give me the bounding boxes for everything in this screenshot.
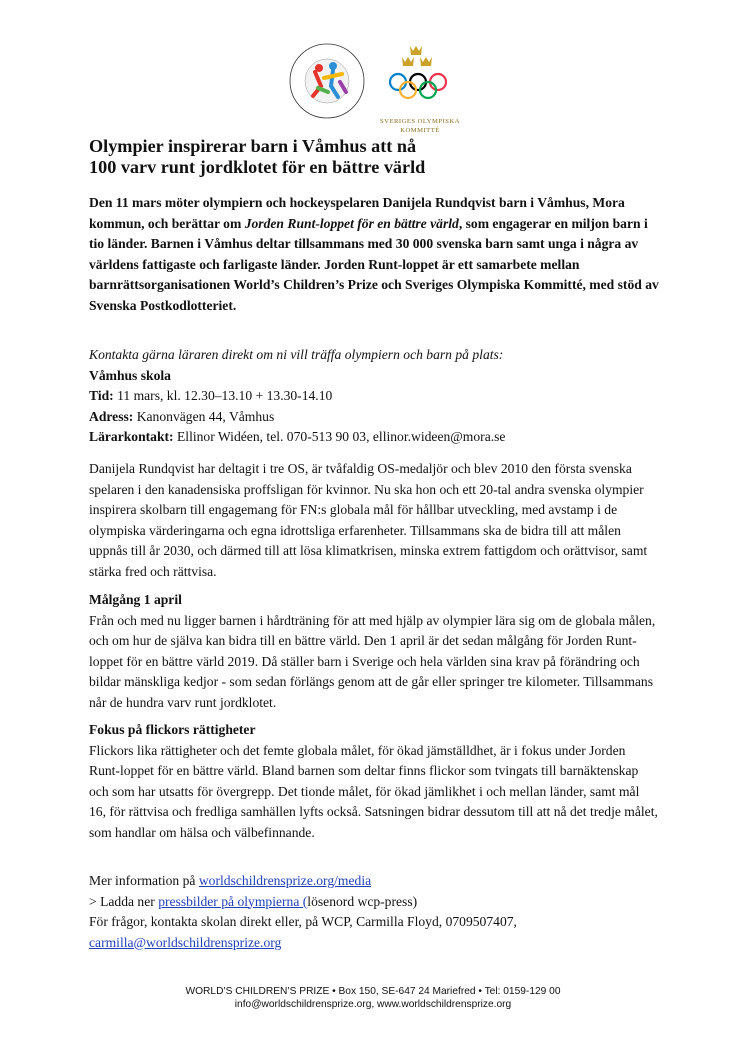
contact-block bbox=[89, 345, 659, 448]
lead-text-2: , som engagerar en miljon barn i tio länder. Barnen i Våmhus deltar tillsammans med 30 000 svenska barn samt unga i några av världens fattigaste och farligaste länder. Jorden Runt-loppet är ett samarbete mellan barnrättsorganisationen World’s Children’s Prize och Sveriges Olympiska Kommitté, med stöd av Svenska Postkodlotteriet. bbox=[89, 215, 659, 313]
address-label: Adress: bbox=[89, 408, 134, 424]
title-line-2: 100 varv runt jordklotet för en bättre värld bbox=[89, 157, 426, 177]
teacher-label: Lärarkontakt: bbox=[89, 429, 174, 444]
section-malgang bbox=[89, 590, 659, 713]
section-heading-fokus: Fokus på flickors rättigheter bbox=[89, 722, 256, 737]
sok-name-line2: KOMMITTÉ bbox=[400, 127, 440, 134]
footer-line-1: WORLD’S CHILDREN’S PRIZE • Box 150, SE-647 24 Mariefred • Tel: 0159-129 00 bbox=[185, 986, 561, 997]
footer-line-2: info@worldschildrensprize.org, www.worldschildrensprize.org bbox=[234, 999, 512, 1010]
time-label: Tid: bbox=[89, 388, 114, 403]
page-title bbox=[89, 136, 669, 178]
media-link[interactable]: worldschildrensprize.org/media bbox=[198, 873, 372, 888]
section-fokus bbox=[89, 720, 659, 843]
body-paragraph-1: Danijela Rundqvist har deltagit i tre OS, är tvåfaldig OS-medaljör och blev 2010 den första svenska spelaren i den kanadensiska proffsligan för kvinnor. Nu ska hon och ett 20-tal andra svenska olympier inspirera skolbarn till engagemang för FN:s globala mål för hållbar utveckling, med avstamp i de olympiska värderingarna och egna idrottsliga erfarenheter. Tillsammans ska de bidra till att målen uppnås till år 2030, och därmed till att lösa klimatkrisen, minska extrem fattigdom och orättvisor, samt stärka fred och rättvisa. bbox=[89, 461, 648, 579]
title-line-1: Olympier inspirerar barn i Våmhus att nå bbox=[89, 136, 417, 156]
page-footer bbox=[0, 985, 746, 1011]
worlds-childrens-prize-logo bbox=[288, 42, 366, 120]
section-heading-malgang: Målgång 1 april bbox=[89, 592, 182, 607]
time-value: 11 mars, kl. 12.30–13.10 + 13.30-14.10 bbox=[113, 388, 333, 403]
more-info-prefix: Mer information på bbox=[89, 873, 199, 888]
teacher-value: Ellinor Widéen, tel. 070-513 90 03, ellinor.wideen@mora.se bbox=[173, 429, 506, 444]
more-info-block bbox=[89, 871, 659, 953]
sok-name-line1: SVERIGES OLYMPISKA bbox=[380, 118, 460, 125]
section-text-malgang: Från och med nu ligger barnen i hårdträning för att med hjälp av olympier lära sig om de globala målen, och om hur de själva kan bidra till en bättre värld. Den 1 april är det sedan målgång för Jorden Runt-loppet för en bättre värld 2019. Då ställer barn i Sverige och hela världen sina krav på förändring och bildar mänskliga kedjor - som sedan förlängs genom att de går eller springer tre kilometer. Tillsammans når de hundra varv runt jordklotet. bbox=[89, 612, 656, 710]
lead-text-1: Den 11 mars möter olympiern och hockeyspelaren Danijela Rundqvist barn i Våmhus, Mora kommun, och berättar om bbox=[89, 195, 625, 231]
section-text-fokus: Flickors lika rättigheter och det femte globala målet, för ökad jämställdhet, är i fokus under Jorden Runt-loppet för en bättre värld. Bland barnen som deltar finns flickor som tvingats till barnäktenskap och som har utsatts för övergrepp. Det tionde målet, för ökad jämlikhet i och mellan länder, samt mål 16, för rättvisa och fredliga samhällen lyfts också. Satsningen bidrar dessutom till att nå det tredje målet, som handlar om hälsa och välbefinnande. bbox=[89, 742, 658, 840]
contact-intro: Kontakta gärna läraren direkt om ni vill träffa olympiern och barn på plats: bbox=[89, 347, 504, 362]
lead-paragraph bbox=[89, 193, 659, 316]
address-value: Kanonvägen 44, Våmhus bbox=[133, 408, 275, 424]
lead-text-italic: Jorden Runt-loppet för en bättre värld bbox=[244, 215, 459, 231]
school-name: Våmhus skola bbox=[89, 367, 171, 383]
password-note: lösenord wcp-press) bbox=[307, 893, 418, 909]
questions-text: För frågor, kontakta skolan direkt eller, på WCP, Carmilla Floyd, 0709507407, bbox=[89, 914, 517, 929]
crowns-and-rings-icon bbox=[380, 42, 460, 112]
download-prefix: > Ladda ner bbox=[89, 893, 159, 909]
email-link[interactable]: carmilla@worldschildrensprize.org bbox=[89, 934, 282, 950]
press-images-link[interactable]: pressbilder på olympierna ( bbox=[158, 893, 308, 909]
